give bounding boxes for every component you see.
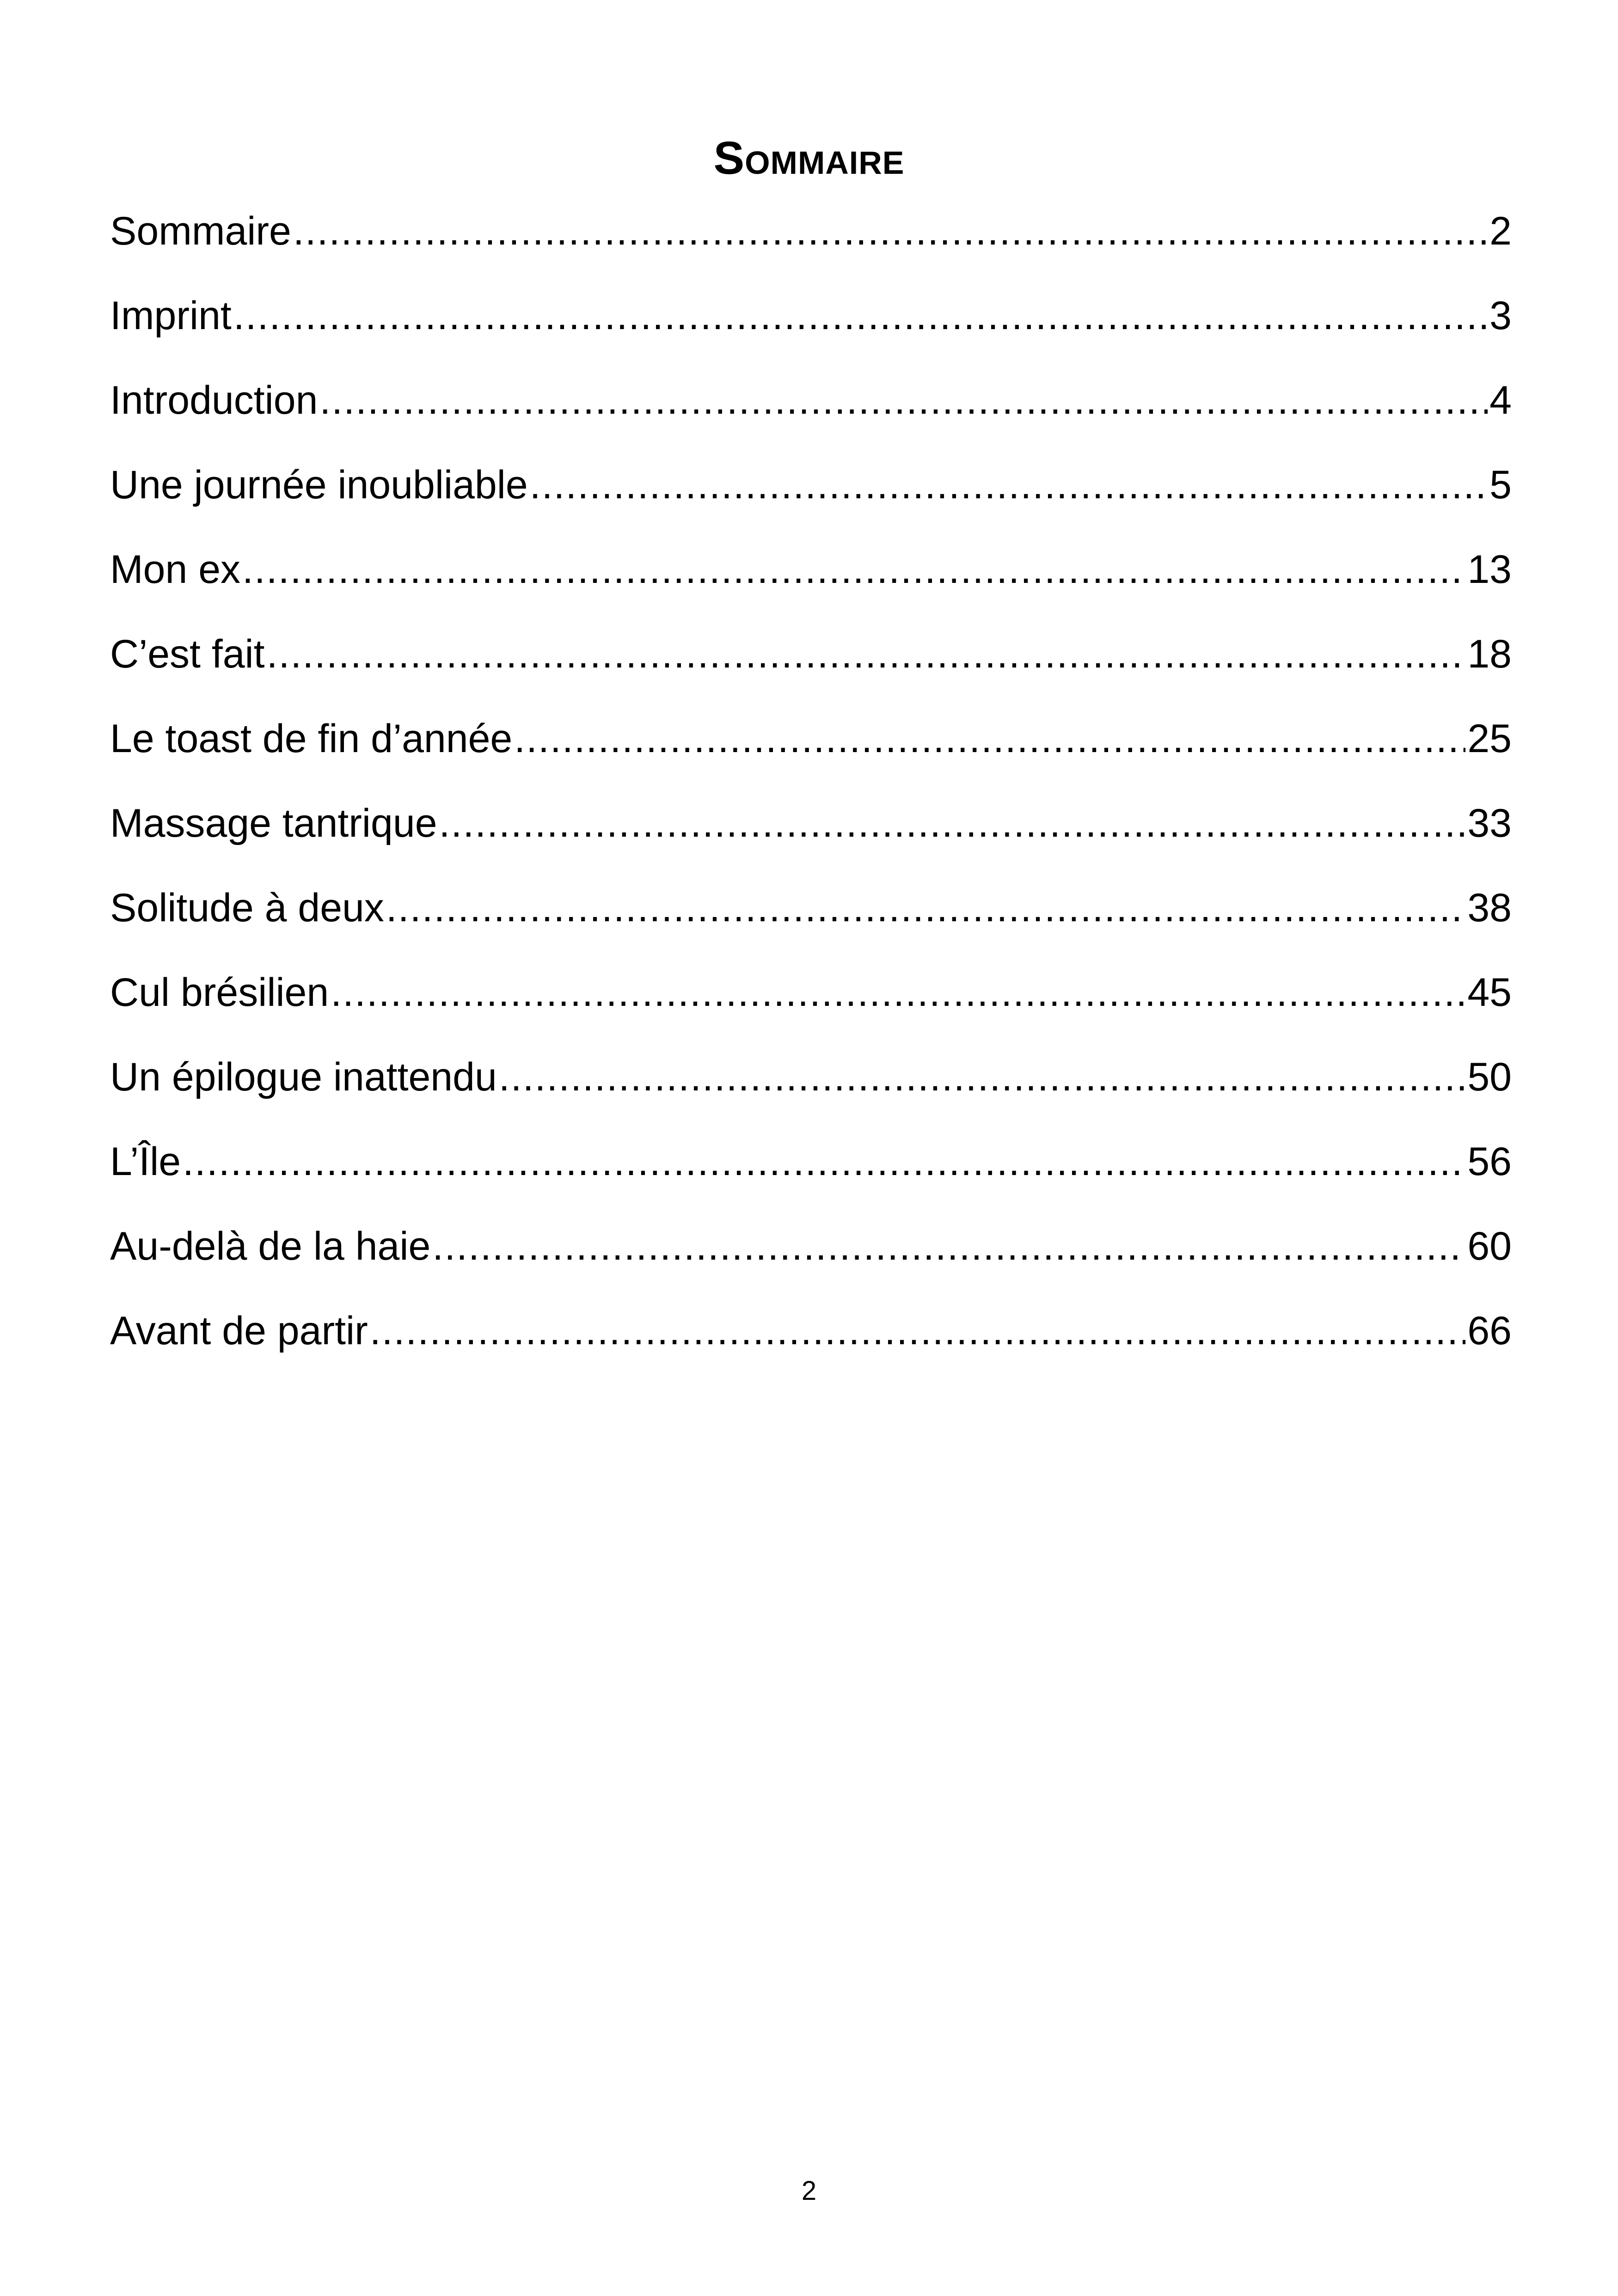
toc-entry[interactable] <box>110 199 1512 283</box>
toc-entry-label: C’est fait <box>110 632 265 676</box>
toc-dot-leader <box>530 453 1488 517</box>
toc-entry-page: 60 <box>1467 1224 1512 1268</box>
toc-dot-leader <box>267 622 1466 686</box>
toc-entry-label: L’Île <box>110 1139 181 1184</box>
toc-dot-leader <box>514 706 1465 771</box>
toc-dot-leader <box>499 1045 1466 1109</box>
toc-entry-label: Mon ex <box>110 547 241 592</box>
toc-entry-label: Au-delà de la haie <box>110 1224 431 1268</box>
toc-entry-page: 18 <box>1467 632 1512 676</box>
toc-entry-label: Un épilogue inattendu <box>110 1055 497 1099</box>
toc-entry-page: 5 <box>1489 463 1512 507</box>
toc-entry-label: Le toast de fin d’année <box>110 716 513 761</box>
toc-dot-leader <box>319 368 1488 433</box>
toc-entry-page: 50 <box>1467 1055 1512 1099</box>
toc-dot-leader <box>432 1214 1465 1279</box>
toc-dot-leader <box>293 199 1488 263</box>
toc-entry-page: 25 <box>1467 716 1512 761</box>
toc-entry[interactable] <box>110 1214 1512 1298</box>
toc-entry[interactable] <box>110 368 1512 453</box>
toc-dot-leader <box>386 876 1465 940</box>
toc-entry-page: 38 <box>1467 886 1512 930</box>
toc-entry[interactable] <box>110 791 1512 876</box>
toc-entry-label: Cul brésilien <box>110 970 329 1015</box>
toc-dot-leader <box>439 791 1466 856</box>
toc-entry-page: 4 <box>1489 378 1512 422</box>
toc-entry-label: Imprint <box>110 294 232 338</box>
page-number: 2 <box>801 2176 817 2206</box>
toc-entry-label: Solitude à deux <box>110 886 384 930</box>
toc-entry[interactable] <box>110 453 1512 537</box>
toc-dot-leader <box>370 1298 1466 1363</box>
toc-entry-page: 56 <box>1467 1139 1512 1184</box>
toc-entry-label: Introduction <box>110 378 318 422</box>
toc-entry-label: Sommaire <box>110 209 291 253</box>
toc-entry[interactable] <box>110 622 1512 706</box>
table-of-contents <box>110 199 1512 1383</box>
toc-entry[interactable] <box>110 1129 1512 1214</box>
toc-dot-leader <box>242 537 1465 602</box>
toc-dot-leader <box>233 283 1488 348</box>
toc-entry[interactable] <box>110 537 1512 622</box>
toc-entry[interactable] <box>110 1045 1512 1129</box>
toc-entry[interactable] <box>110 1298 1512 1383</box>
toc-entry-label: Une journée inoubliable <box>110 463 528 507</box>
toc-entry[interactable] <box>110 283 1512 368</box>
toc-entry[interactable] <box>110 960 1512 1045</box>
toc-entry-page: 2 <box>1489 209 1512 253</box>
toc-entry-page: 66 <box>1467 1309 1512 1353</box>
page-title: Sommaire <box>713 132 905 184</box>
toc-entry-page: 45 <box>1467 970 1512 1015</box>
toc-dot-leader <box>183 1129 1465 1194</box>
toc-entry-label: Avant de partir <box>110 1309 368 1353</box>
toc-entry[interactable] <box>110 706 1512 791</box>
toc-entry-page: 3 <box>1489 294 1512 338</box>
toc-dot-leader <box>331 960 1465 1025</box>
toc-entry-label: Massage tantrique <box>110 801 437 845</box>
toc-entry-page: 13 <box>1467 547 1512 592</box>
toc-entry-page: 33 <box>1467 801 1512 845</box>
toc-entry[interactable] <box>110 876 1512 960</box>
